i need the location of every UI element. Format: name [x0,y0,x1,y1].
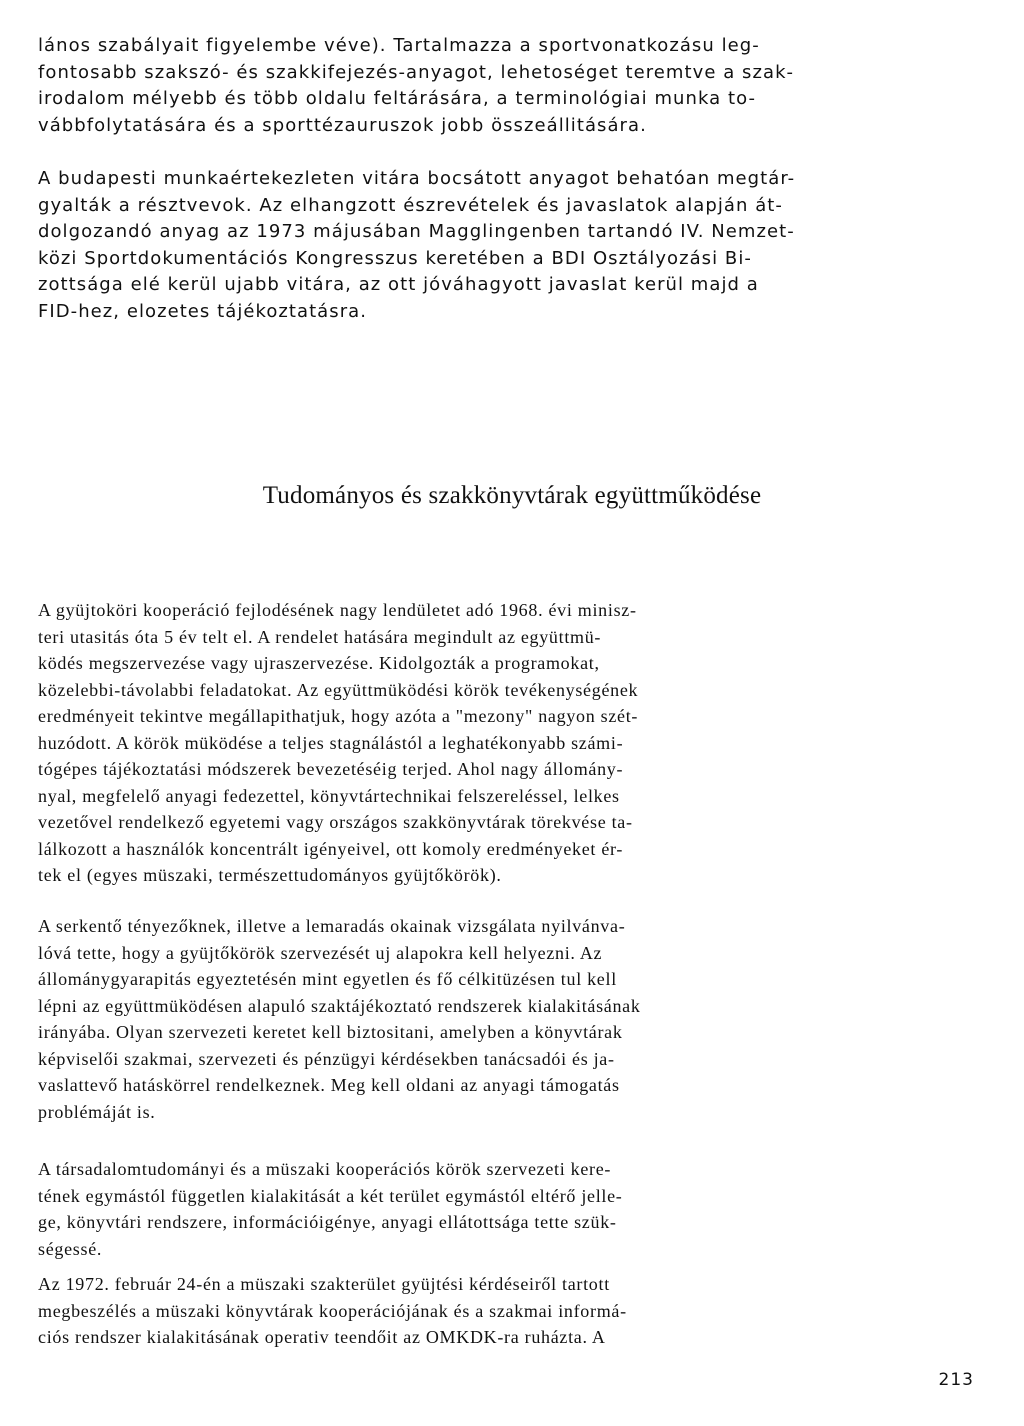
text-line: tógépes tájékoztatási módszerek bevezetéséig terjed. Ahol nagy állomány- [38,759,624,779]
text-line: tek el (egyes müszaki, természettudományos gyüjtőkörök). [38,865,502,885]
text-line: lépni az együttmüködésen alapuló szaktájékoztató rendszerek kialakitásának [38,995,641,1016]
section-title: Tudományos és szakkönyvtárak együttműködése [262,482,762,509]
text-line: FID-hez, elozetes tájékoztatásra. [38,300,367,322]
text-line: képviselői szakmai, szervezeti és pénzügyi kérdésekben tanácsadói és ja- [38,1048,615,1069]
text-line: közi Sportdokumentációs Kongresszus keretében a BDI Osztályozási Bi- [38,247,752,269]
text-line: állománygyarapitás egyeztetésén mint egyetlen és fő célkitüzésen tul kell [38,969,617,989]
paragraph-3 [38,597,988,889]
text-line: huzódott. A körök müködése a teljes stagnálástól a leghatékonyabb számi- [38,732,624,753]
paragraph-5 [38,1156,988,1262]
text-line: ködés megszervezése vagy ujraszervezése. Kidolgozták a programokat, [38,653,600,673]
text-line: ciós rendszer kialakitásának operativ teendőit az OMKDK-ra ruházta. A [38,1327,606,1347]
text-line: eredményeit tekintve megállapithatjuk, hogy azóta a "mezony" nagyon szét- [38,706,639,726]
text-line: lános szabályait figyelembe véve). Tartalmazza a sportvonatkozásu leg- [38,35,760,56]
paragraph-1 [38,33,988,139]
text-line: A társadalomtudományi és a müszaki kooperációs körök szervezeti kere- [38,1159,612,1179]
text-line: irányába. Olyan szervezeti keretet kell biztositani, amelyben a könyvtárak [38,1022,623,1042]
text-line: nyal, megfelelő anyagi fedezettel, könyvtártechnikai felszereléssel, lelkes [38,785,620,806]
text-line: ségessé. [38,1238,103,1259]
text-line: A serkentő tényezőknek, illetve a lemaradás okainak vizsgálata nyilvánva- [38,916,626,936]
page-number: 213 [938,1370,974,1390]
text-line: lóvá tette, hogy a gyüjtőkörök szervezését uj alapokra kell helyezni. Az [38,942,603,963]
text-line: A gyüjtoköri kooperáció fejlodésének nagy lendületet adó 1968. évi minisz- [38,600,637,620]
text-line: gyalták a résztvevok. Az elhangzott észrevételek és javaslatok alapján át- [38,194,783,216]
text-line: ge, könyvtári rendszere, információigénye, anyagi ellátottsága tette szük- [38,1212,617,1232]
text-line: megbeszélés a müszaki könyvtárak kooperációjának és a szakmai informá- [38,1300,627,1321]
text-line: közelebbi-távolabbi feladatokat. Az együttmüködési körök tevékenységének [38,679,639,700]
paragraph-2 [38,166,988,325]
text-line: fontosabb szakszó- és szakkifejezés-anyagot, lehetoséget teremtve a szak- [38,61,795,83]
text-line: vábbfolytatására és a sporttézauruszok jobb összeállitására. [38,114,647,136]
text-line: vezetővel rendelkező egyetemi vagy országos szakkönyvtárak törekvése ta- [38,812,633,832]
text-line: dolgozandó anyag az 1973 májusában Magglingenben tartandó IV. Nemzet- [38,221,795,242]
paragraph-4 [38,913,988,1125]
text-line: teri utasitás óta 5 év telt el. A rendelet hatására megindult az együttmü- [38,626,602,647]
text-line: tének egymástól független kialakitását a két terület egymástól eltérő jelle- [38,1185,623,1206]
text-line: Az 1972. február 24-én a müszaki szakterület gyüjtési kérdéseiről tartott [38,1274,610,1294]
text-line: zottsága elé kerül ujabb vitára, az ott jóváhagyott javaslat kerül majd a [38,274,759,295]
text-line: lálkozott a használók koncentrált igényeivel, ott komoly eredményeket ér- [38,838,624,859]
text-line: problémáját is. [38,1101,156,1122]
paragraph-6 [38,1271,988,1351]
text-line: irodalom mélyebb és több oldalu feltárására, a terminológiai munka to- [38,88,757,109]
text-line: A budapesti munkaértekezleten vitára bocsátott anyagot behatóan megtár- [38,168,796,189]
text-line: vaslattevő hatáskörrel rendelkeznek. Meg kell oldani az anyagi támogatás [38,1075,620,1095]
